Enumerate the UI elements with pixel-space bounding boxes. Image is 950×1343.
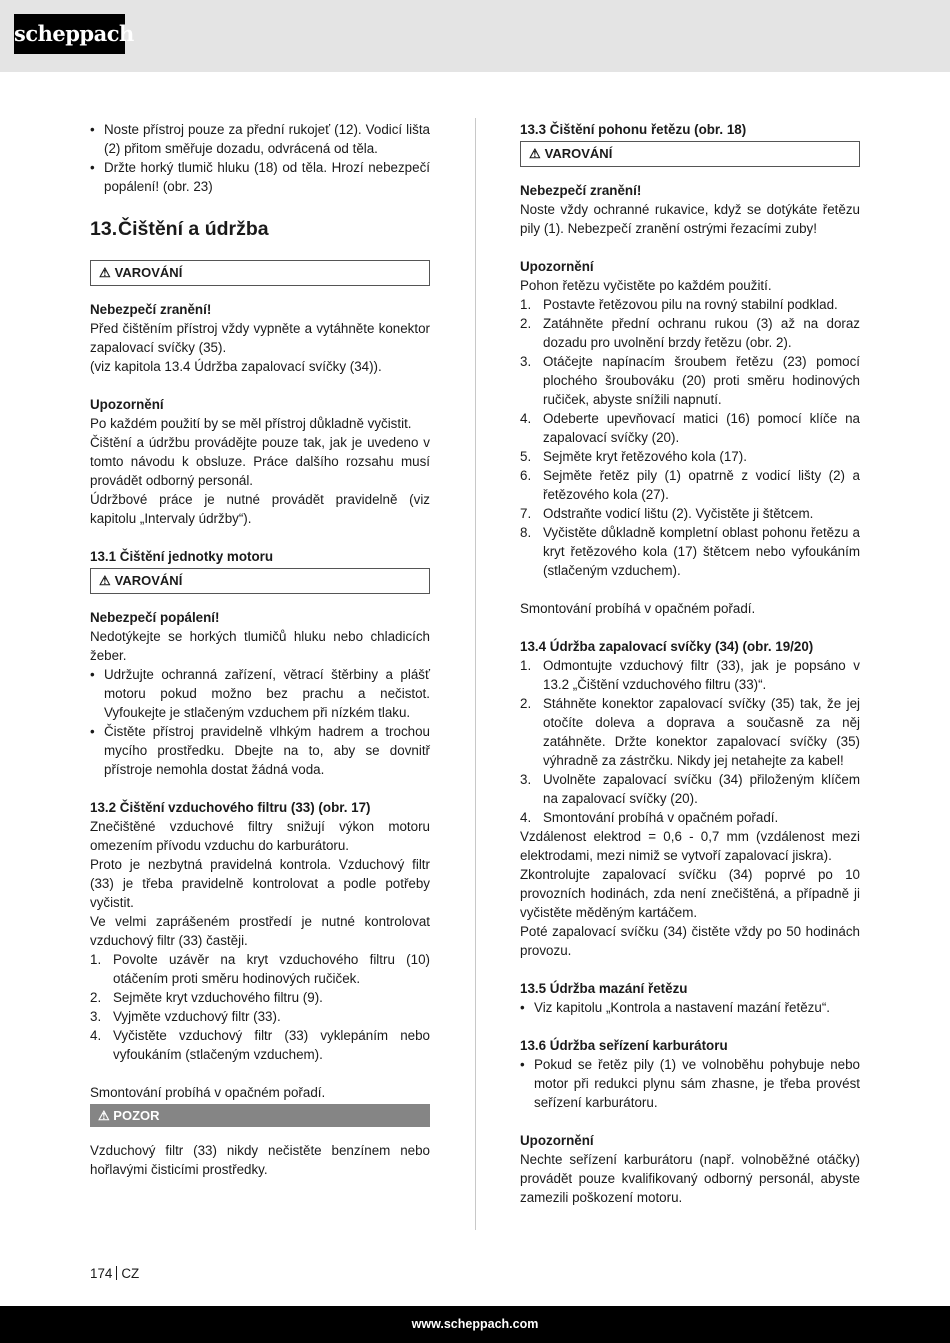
list-item: 1. Povolte uzávěr na kryt vzduchového filtru (10) otáčením proti směru hodinových ručiček. <box>90 952 430 986</box>
subsection-title-13-1: 13.1 Čištění jednotky motoru <box>90 549 274 564</box>
list-item: 2. Zatáhněte přední ochranu rukou (3) až na doraz dozadu pro uvolnění brzdy řetězu (obr. 2). <box>520 316 860 350</box>
list-item: • Udržujte ochranná zařízení, větrací štěrbiny a plášť motoru pokud možno bez prachu a nečistot. Vyfoukejte je stlačeným vzduchem při nízkém tlaku. <box>90 665 430 722</box>
list-item: • Pokud se řetěz pily (1) ve volnoběhu pohybuje nebo motor při redukci plynu sám zhasne, je třeba provést seřízení karburátoru. <box>520 1055 860 1112</box>
notice-text: Pohon řetězu vyčistěte po každém použití. <box>520 278 772 293</box>
paragraph: Vzdálenost elektrod = 0,6 - 0,7 mm (vzdálenost mezi elektrodami, mezi nimiž se vytvoří zapalovací jiskra). <box>520 829 860 863</box>
list-item: • Viz kapitolu „Kontrola a nastavení mazání řetězu“. <box>520 998 860 1017</box>
danger-text: Před čištěním přístroj vždy vypněte a vytáhněte konektor zapalovací svíčky (35). <box>90 321 430 355</box>
list-item: 4. Odeberte upevňovací matici (16) pomocí klíče na zapalovací svíčky (20). <box>520 411 860 445</box>
list-item: 4. Smontování probíhá v opačném pořadí. <box>520 810 779 825</box>
list-item: 5. Sejměte kryt řetězového kola (17). <box>520 449 747 464</box>
page-number: 174 <box>90 1266 113 1281</box>
subsection-title-13-4: 13.4 Údržba zapalovací svíčky (34) (obr. 19/20) <box>520 639 814 654</box>
footer-separator <box>116 1266 117 1280</box>
left-column <box>90 120 430 1179</box>
paragraph: Znečištěné vzduchové filtry snižují výkon motoru omezením přívodu vzduchu do karburátoru. <box>90 819 430 853</box>
website-url: www.scheppach.com <box>411 1317 539 1331</box>
s133-steps <box>520 295 860 580</box>
warning-box <box>90 568 430 594</box>
s135-bullets <box>520 998 860 1017</box>
warning-label: VAROVÁNÍ <box>114 573 183 588</box>
header-band <box>0 0 950 72</box>
brand-logo: scheppach <box>14 14 125 54</box>
danger-reference: (viz kapitola 13.4 Údržba zapalovací svíčky (34)). <box>90 359 382 374</box>
warning-triangle-icon: ⚠ <box>99 265 111 280</box>
subsection-title-13-5: 13.5 Údržba mazání řetězu <box>520 981 688 996</box>
warning-label: VAROVÁNÍ <box>114 265 183 280</box>
list-item: 4. Vyčistěte vzduchový filtr (33) vyklepáním nebo vyfoukáním (stlačeným vzduchem). <box>90 1028 430 1062</box>
right-column <box>520 120 860 1207</box>
notice-title: Upozornění <box>520 259 594 274</box>
list-item: 7. Odstraňte vodicí lištu (2). Vyčistěte ji štětcem. <box>520 506 814 521</box>
list-item: 3. Otáčejte napínacím šroubem řetězu (23) pomocí plochého šroubováku (20) proti směru hodinových ručiček, abyste snížili napnutí. <box>520 354 860 407</box>
paragraph: Proto je nezbytná pravidelná kontrola. Vzduchový filtr (33) je třeba pravidelně kontrolovat a podle potřeby vyčistit. <box>90 857 430 910</box>
warning-box <box>520 141 860 167</box>
language-code: CZ <box>121 1266 140 1281</box>
assembly-note: Smontování probíhá v opačném pořadí. <box>90 1085 326 1100</box>
s136-bullets <box>520 1055 860 1112</box>
column-divider <box>475 118 476 1230</box>
section-number: 13. <box>90 218 118 240</box>
intro-bullets <box>90 120 430 196</box>
danger-title: Nebezpečí zranění! <box>520 183 642 198</box>
paragraph: Ve velmi zaprášeném prostředí je nutné kontrolovat vzduchový filtr (33) častěji. <box>90 914 430 948</box>
warning-triangle-icon: ⚠ <box>99 573 111 588</box>
list-item: • Noste přístroj pouze za přední rukojeť (12). Vodicí lišta (2) přitom směřuje dozadu, odvrácená od těla. <box>90 120 430 158</box>
s131-bullets <box>90 665 430 779</box>
paragraph: Zkontrolujte zapalovací svíčku (34) poprvé po 10 provozních hodinách, zda není znečištěná, a případně ji vyčistěte měděným kartáčem. <box>520 867 860 920</box>
list-item: • Čistěte přístroj pravidelně vlhkým hadrem a trochou mycího prostředku. Dbejte na to, aby se dovnitř přístroje nemohla dostat žádná voda. <box>90 722 430 779</box>
danger-title: Nebezpečí zranění! <box>90 302 212 317</box>
danger-title: Nebezpečí popálení! <box>90 610 220 625</box>
notice-text: Nechte seřízení karburátoru (např. volnoběžné otáčky) provádět pouze kvalifikovaný odborný personál, abyste zamezili poškození motoru. <box>520 1152 860 1205</box>
caution-label: POZOR <box>113 1108 160 1123</box>
warning-triangle-icon: ⚠ <box>529 146 541 161</box>
list-item: 2. Sejměte kryt vzduchového filtru (9). <box>90 990 323 1005</box>
subsection-title-13-3: 13.3 Čištění pohonu řetězu (obr. 18) <box>520 122 747 137</box>
section-heading <box>90 216 430 242</box>
list-item: 1. Postavte řetězovou pilu na rovný stabilní podklad. <box>520 297 838 312</box>
caution-text: Vzduchový filtr (33) nikdy nečistěte benzínem nebo hořlavými čisticími prostředky. <box>90 1143 430 1177</box>
page-footer <box>90 1264 139 1283</box>
assembly-note: Smontování probíhá v opačném pořadí. <box>520 601 756 616</box>
danger-text: Nedotýkejte se horkých tlumičů hluku nebo chladicích žeber. <box>90 629 430 663</box>
footer-band <box>0 1306 950 1343</box>
list-item: 2. Stáhněte konektor zapalovací svíčky (35) tak, že jej otočíte doleva a doprava a současně za něj zatáhněte. Držte konektor zapalovací svíčky (35) výhradně za zástrčku. Nikdy jej netahejte za kabel! <box>520 696 860 768</box>
s132-steps <box>90 950 430 1064</box>
list-item: 6. Sejměte řetěz pily (1) opatrně z vodicí lišty (2) a řetězového kola (27). <box>520 468 860 502</box>
list-item: 1. Odmontujte vzduchový filtr (33), jak je popsáno v 13.2 „Čištění vzduchového filtru (33)“. <box>520 658 860 692</box>
caution-box <box>90 1104 430 1127</box>
list-item: 3. Uvolněte zapalovací svíčku (34) přiloženým klíčem na zapalovací svíčky (20). <box>520 772 860 806</box>
paragraph: Poté zapalovací svíčku (34) čistěte vždy po 50 hodinách provozu. <box>520 924 860 958</box>
list-item: 8. Vyčistěte důkladně kompletní oblast pohonu řetězu a kryt řetězového kola (17) štětcem nebo vyfoukáním (stlačeným vzduchem). <box>520 525 860 578</box>
subsection-title-13-6: 13.6 Údržba seřízení karburátoru <box>520 1038 728 1053</box>
warning-label: VAROVÁNÍ <box>544 146 613 161</box>
notice-title: Upozornění <box>520 1133 594 1148</box>
notice-line: Čištění a údržbu provádějte pouze tak, jak je uvedeno v tomto návodu k obsluze. Práce dalšího rozsahu musí provádět odborný personál. <box>90 435 430 488</box>
list-item: 3. Vyjměte vzduchový filtr (33). <box>90 1009 281 1024</box>
subsection-title-13-2: 13.2 Čištění vzduchového filtru (33) (obr. 17) <box>90 800 371 815</box>
notice-line: Údržbové práce je nutné provádět pravidelně (viz kapitolu „Intervaly údržby“). <box>90 492 430 526</box>
list-item: • Držte horký tlumič hluku (18) od těla. Hrozí nebezpečí popálení! (obr. 23) <box>90 158 430 196</box>
s134-steps <box>520 656 860 827</box>
notice-line: Po každém použití by se měl přístroj důkladně vyčistit. <box>90 416 412 431</box>
warning-triangle-icon: ⚠ <box>98 1108 110 1123</box>
warning-box <box>90 260 430 286</box>
section-title: Čištění a údržba <box>118 218 269 240</box>
notice-title: Upozornění <box>90 397 164 412</box>
danger-text: Noste vždy ochranné rukavice, když se dotýkáte řetězu pily (1). Nebezpečí zranění ostrými řezacími zuby! <box>520 202 860 236</box>
